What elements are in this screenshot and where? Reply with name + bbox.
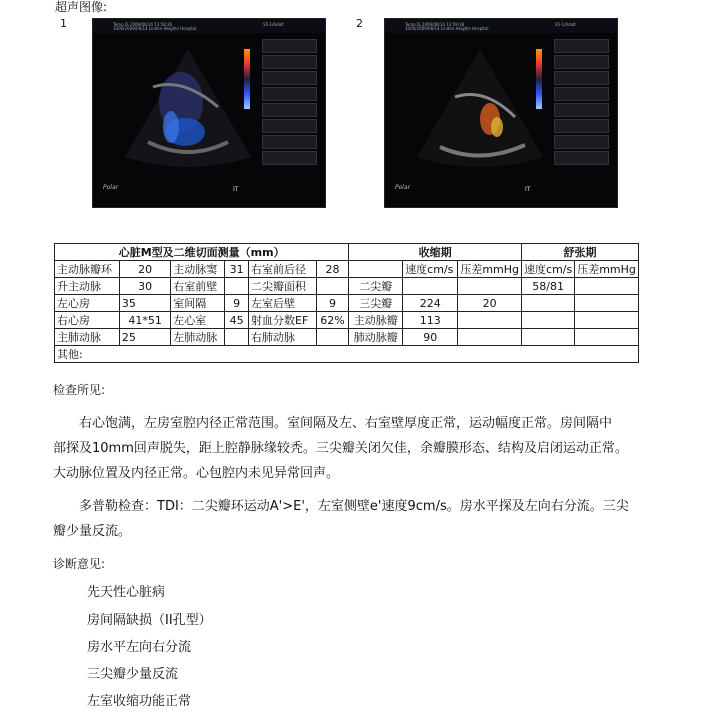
ultrasound-header: Temp IS 2009/06/14 13:58:26 1000/2009/06/14 Linden Heights Hospital S5-1/Adult [93,19,325,33]
orientation-marker: IT [525,186,531,193]
echo-sector [123,47,253,172]
table-cell: 压差mmHg [458,261,522,278]
scanner-logo: Polar [395,184,411,191]
table-cell: 主动脉窦 [171,261,225,278]
table-header-row [55,244,639,261]
table-cell: 右室前后径 [249,261,317,278]
table-cell: 右肺动脉 [249,329,317,346]
diagnosis-item: 三尖瓣少量反流 [87,667,179,682]
table-cell: 62% [316,312,349,329]
table-row [55,329,639,346]
scanner-logo: Polar [103,184,119,191]
table-cell: 左室后壁 [249,295,317,312]
table-cell [316,329,349,346]
table-cell [458,329,522,346]
diagnosis-item: 房间隔缺损（II孔型） [87,613,212,628]
table-cell: 31 [225,261,249,278]
table-cell [522,312,575,329]
diastole-header: 舒张期 [522,244,639,261]
table-cell [522,329,575,346]
table-cell: 9 [316,295,349,312]
table-cell [225,329,249,346]
findings-line: 部探及10mm回声脱失，距上腔静脉缘较秃。三尖瓣关闭欠佳，余瓣膜形态、结构及启闭运动正常。 [53,441,628,456]
table-cell: 224 [403,295,458,312]
table-cell: 主动脉瓣环 [55,261,120,278]
findings-line: 瓣少量反流。 [53,524,132,539]
table-cell: 45 [225,312,249,329]
table-cell [575,278,639,295]
table-cell [522,295,575,312]
table-cell: 速度cm/s [403,261,458,278]
table-cell: 左心室 [171,312,225,329]
table-cell: 肺动脉瓣 [349,329,403,346]
report-section-title: 超声图像: [55,0,108,14]
table-cell: 右心房 [55,312,120,329]
measurement-panel [262,37,317,187]
other-label: 其他: [55,346,639,363]
table-cell [458,312,522,329]
table-cell: 二尖瓣 [349,278,403,295]
table-cell: 室间隔 [171,295,225,312]
table-cell [349,261,403,278]
table-cell: 速度cm/s [522,261,575,278]
findings-paragraph-2 [53,494,673,544]
table-cell [458,278,522,295]
table-cell: 113 [403,312,458,329]
table-cell: 35 [119,295,170,312]
table-cell: 30 [119,278,170,295]
table-cell: 9 [225,295,249,312]
table-cell: 58/81 [522,278,575,295]
table-title: 心脏M型及二维切面测量（mm） [55,244,349,261]
table-cell: 升主动脉 [55,278,120,295]
table-row [55,261,639,278]
table-cell: 二尖瓣面积 [249,278,317,295]
table-cell [403,278,458,295]
table-cell: 25 [119,329,170,346]
table-cell: 左心房 [55,295,120,312]
color-scale [536,49,542,109]
diagnosis-label: 诊断意见: [53,557,106,571]
table-cell: 20 [119,261,170,278]
table-cell: 20 [458,295,522,312]
table-row [55,295,639,312]
diagnosis-item: 左室收缩功能正常 [87,694,192,709]
diagnosis-item: 先天性心脏病 [87,585,166,600]
table-cell: 左肺动脉 [171,329,225,346]
table-cell: 41*51 [119,312,170,329]
findings-paragraph-1 [53,411,673,486]
image-number-1: 1 [60,17,67,30]
image-number-2: 2 [356,17,363,30]
color-scale [244,49,250,109]
table-cell [225,278,249,295]
systole-header: 收缩期 [349,244,522,261]
ultrasound-image-1 [92,18,326,208]
findings-line: 大动脉位置及内径正常。心包腔内未见异常回声。 [53,466,340,481]
table-cell: 主肺动脉 [55,329,120,346]
ultrasound-image-2 [384,18,618,208]
findings-line: 多普勒检查：TDI：二尖瓣环运动A'>E'，左室侧壁e'速度9cm/s。房水平探及左向右分流。三尖 [79,499,629,514]
diagnosis-item: 房水平左向右分流 [87,640,192,655]
measurement-panel [554,37,609,187]
table-cell: 主动脉瓣 [349,312,403,329]
table-cell [575,329,639,346]
table-row [55,312,639,329]
table-cell: 射血分数EF [249,312,317,329]
findings-label: 检查所见: [53,383,106,397]
echo-sector [415,47,545,172]
ultrasound-header: Temp IS 2009/06/14 13:59:18 1000/2009/06/14 Linden Heights Hospital S5-1/Adult [385,19,617,33]
table-cell: 90 [403,329,458,346]
table-row [55,278,639,295]
table-cell: 28 [316,261,349,278]
table-cell [316,278,349,295]
table-cell: 三尖瓣 [349,295,403,312]
table-cell: 压差mmHg [575,261,639,278]
table-cell: 右室前壁 [171,278,225,295]
measurement-table [54,243,639,363]
table-cell [575,295,639,312]
table-cell [575,312,639,329]
findings-line: 右心饱满，左房室腔内径正常范围。室间隔及左、右室壁厚度正常，运动幅度正常。房间隔中 [79,416,613,431]
table-row-other [55,346,639,363]
orientation-marker: IT [233,186,239,193]
